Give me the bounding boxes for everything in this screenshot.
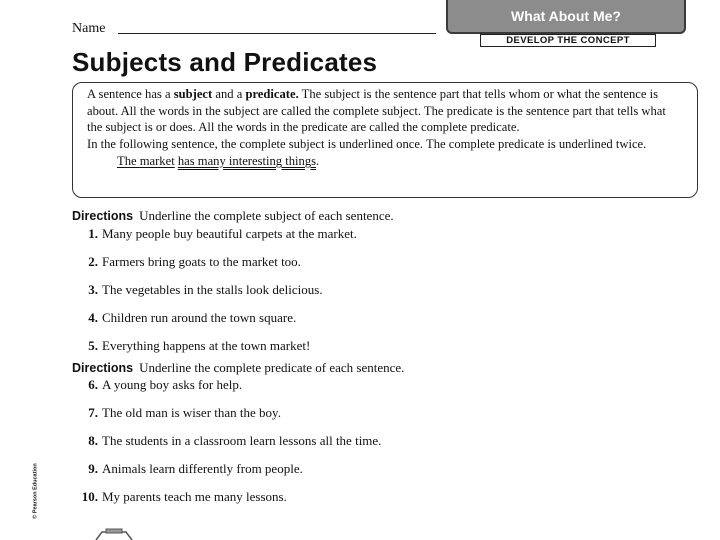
copyright-notice bbox=[28, 463, 39, 519]
directions-label: Directions bbox=[72, 361, 134, 375]
list-item bbox=[74, 338, 310, 354]
item-sentence: The old man is wiser than the boy. bbox=[102, 405, 281, 420]
list-item bbox=[74, 461, 303, 477]
item-number: 8. bbox=[88, 433, 98, 448]
item-number: 1. bbox=[88, 226, 98, 241]
item-sentence: Many people buy beautiful carpets at the market. bbox=[102, 226, 357, 241]
list-item bbox=[74, 433, 381, 449]
concept-badge bbox=[480, 34, 656, 47]
directions-subject bbox=[72, 208, 394, 224]
unit-tab-title: What About Me? bbox=[511, 8, 621, 24]
item-sentence: Farmers bring goats to the market too. bbox=[102, 254, 301, 269]
list-item bbox=[74, 377, 242, 393]
item-sentence: Animals learn differently from people. bbox=[102, 461, 303, 476]
directions-text: Underline the complete subject of each sentence. bbox=[139, 208, 394, 223]
list-item bbox=[74, 282, 323, 298]
item-sentence: The vegetables in the stalls look delicious. bbox=[102, 282, 323, 297]
list-item bbox=[74, 226, 357, 242]
name-line bbox=[118, 33, 436, 34]
info-box bbox=[72, 82, 698, 198]
directions-label: Directions bbox=[72, 209, 134, 223]
item-sentence: The students in a classroom learn lessons all the time. bbox=[102, 433, 382, 448]
info-paragraph-example-intro: In the following sentence, the complete subject is underlined once. The complete predicate is underlined twice. bbox=[87, 136, 647, 151]
item-number: 9. bbox=[88, 461, 98, 476]
item-number: 5. bbox=[88, 338, 98, 353]
example-sentence bbox=[87, 153, 683, 170]
list-item bbox=[74, 254, 301, 270]
info-paragraph-definitions bbox=[87, 86, 683, 136]
copyright-text: © Pearson Education bbox=[32, 463, 39, 519]
item-number: 6. bbox=[88, 377, 98, 392]
item-number: 7. bbox=[88, 405, 98, 420]
item-sentence: Everything happens at the town market! bbox=[102, 338, 311, 353]
directions-text: Underline the complete predicate of each sentence. bbox=[139, 360, 405, 375]
list-item bbox=[74, 405, 281, 421]
item-number: 2. bbox=[88, 254, 98, 269]
item-sentence: Children run around the town square. bbox=[102, 310, 297, 325]
directions-predicate bbox=[72, 360, 404, 376]
clip-art-icon bbox=[92, 528, 136, 540]
item-sentence: A young boy asks for help. bbox=[102, 377, 243, 392]
name-label: Name bbox=[72, 21, 106, 36]
example-subject: The market bbox=[117, 154, 175, 168]
unit-tab bbox=[446, 0, 686, 34]
term-predicate: predicate. bbox=[245, 87, 299, 101]
item-sentence: My parents teach me many lessons. bbox=[102, 489, 287, 504]
item-number: 4. bbox=[88, 310, 98, 325]
page-title: Subjects and Predicates bbox=[72, 47, 378, 77]
example-predicate: has many interesting things bbox=[177, 154, 317, 168]
example-period: . bbox=[316, 154, 320, 168]
item-number: 10. bbox=[81, 489, 98, 504]
info-text: The subject is the sentence part that tells whom or what the sentence is about. All the words in the subject are called the complete subject. The predicate is the sentence part that tells what the subject is or does. All the words in the predicate are called the complete predicate. bbox=[87, 87, 666, 134]
info-text: and a bbox=[212, 87, 246, 101]
list-item bbox=[74, 310, 296, 326]
list-item bbox=[74, 489, 287, 505]
term-subject: subject bbox=[173, 87, 213, 101]
info-text: A sentence has a bbox=[87, 87, 174, 101]
item-number: 3. bbox=[88, 282, 98, 297]
concept-badge-label: DEVELOP THE CONCEPT bbox=[506, 35, 630, 46]
